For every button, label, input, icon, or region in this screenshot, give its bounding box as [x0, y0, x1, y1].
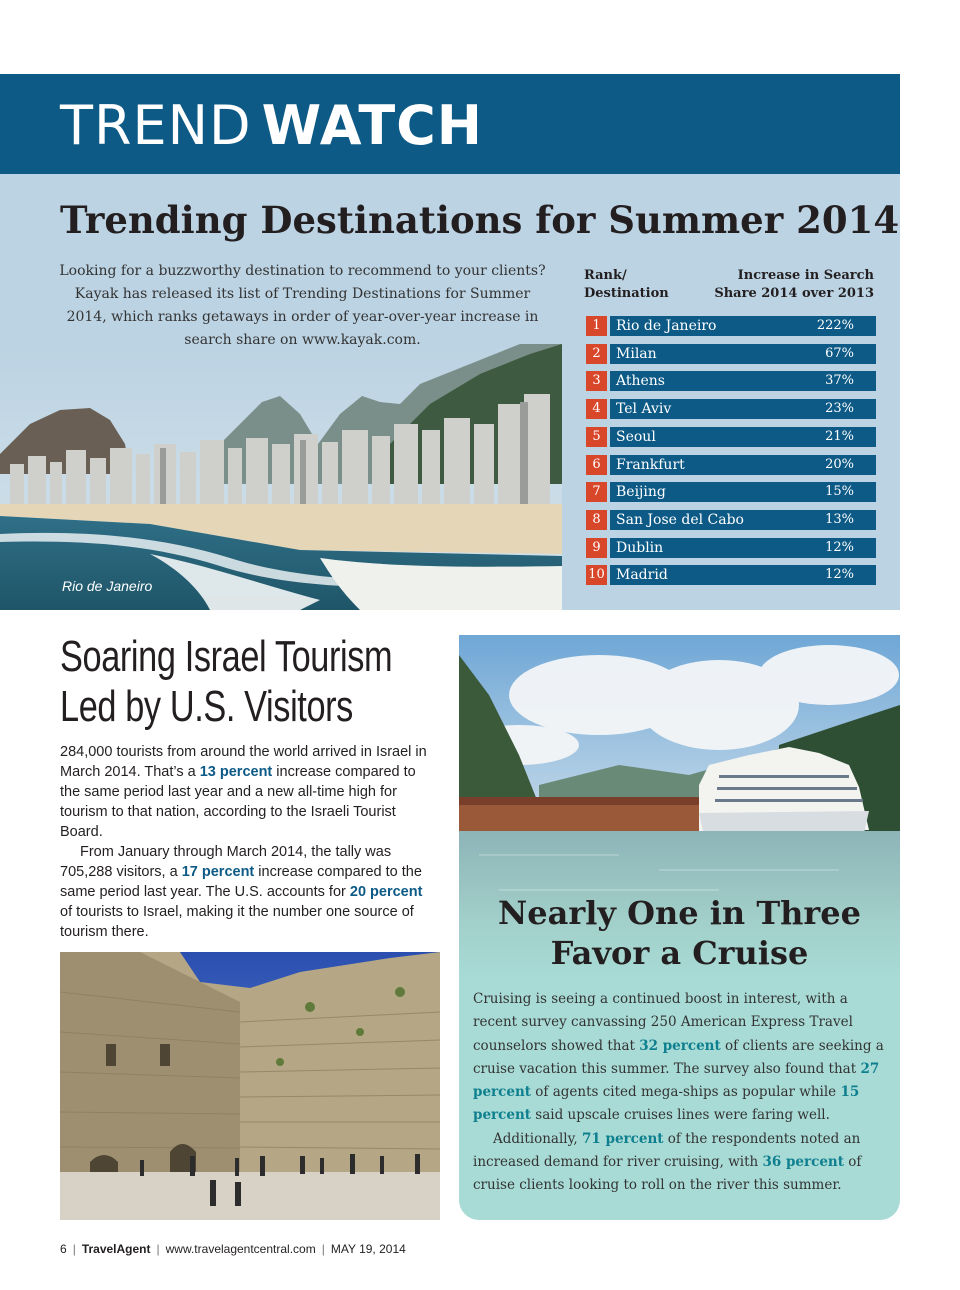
text-run: of cruise clients looking to roll on the river this summer.	[473, 1154, 862, 1194]
text-run: of clients are seeking a cruise vacation this summer. The survey also found that	[473, 1037, 884, 1077]
increase-percent: 222%	[816, 318, 854, 333]
cruise-title-line1: Nearly One in Three	[498, 894, 861, 932]
footer-brand: TravelAgent	[81, 1242, 151, 1256]
ranking-bar	[610, 427, 876, 447]
increase-percent: 67%	[825, 345, 854, 361]
text-run: said upscale cruises lines were faring well.	[531, 1107, 830, 1124]
footer-separator: |	[72, 1242, 76, 1256]
highlight-stat: 36 percent	[762, 1154, 844, 1171]
trending-section-title: Trending Destinations for Summer 2014	[60, 198, 900, 242]
page-number: 6	[60, 1242, 67, 1256]
ranking-bar	[610, 510, 876, 530]
destination-name: Rio de Janeiro	[616, 318, 717, 334]
ranking-row	[586, 371, 876, 391]
rank-destination-header	[584, 267, 704, 303]
text-run: of tourists to Israel, making it the number one source of tourism there.	[60, 904, 414, 940]
israel-title-line2: Led by U.S. Visitors	[60, 682, 353, 731]
text-run: increase compared to the same period last year and a new all-time high for tourism to that nation, according to the Israeli Tourist Board.	[60, 764, 416, 840]
rank-number-badge: 8	[586, 510, 607, 530]
ranking-row	[586, 427, 876, 447]
israel-paragraph-2	[60, 842, 436, 942]
increase-percent: 23%	[825, 401, 854, 417]
increase-percent: 20%	[825, 456, 854, 472]
rank-number-badge: 10	[586, 565, 607, 585]
increase-percent: 15%	[825, 484, 854, 500]
increase-header	[704, 267, 874, 303]
page-footer	[60, 1242, 406, 1256]
ranking-row	[586, 565, 876, 585]
text-run: of the respondents noted an increased demand for river cruising, with	[473, 1130, 861, 1171]
banner-title-light: TREND	[60, 94, 252, 157]
rank-number-badge: 2	[586, 344, 607, 364]
increase-percent: 12%	[825, 567, 854, 583]
rank-number-badge: 9	[586, 538, 607, 558]
footer-separator: |	[156, 1242, 160, 1256]
rank-number-badge: 6	[586, 455, 607, 475]
cruise-title-line2: Favor a Cruise	[550, 934, 809, 972]
destination-name: Madrid	[616, 567, 668, 584]
trending-destinations-section	[0, 174, 900, 610]
increase-header-line2: Share 2014 over 2013	[714, 286, 874, 301]
cruise-article-panel	[459, 635, 900, 1220]
text-run: From January through March 2014, the tally was 705,288 visitors, a	[60, 844, 392, 880]
cruise-paragraph-2	[473, 1128, 887, 1198]
text-run: increase compared to the same period last year. The U.S. accounts for	[60, 864, 422, 900]
ranking-bar	[610, 399, 876, 419]
highlight-stat: 17 percent	[181, 864, 255, 880]
trend-watch-banner	[0, 74, 900, 174]
rio-de-janeiro-photo	[0, 344, 562, 610]
banner-title-bold: WATCH	[261, 94, 484, 157]
rank-number-badge: 5	[586, 427, 607, 447]
destination-name: Seoul	[616, 428, 656, 445]
destination-name: San Jose del Cabo	[616, 511, 744, 528]
destination-name: Frankfurt	[616, 456, 685, 473]
footer-url[interactable]: www.travelagentcentral.com	[165, 1242, 316, 1256]
destination-name: Athens	[616, 373, 665, 390]
increase-percent: 21%	[825, 428, 854, 444]
ranking-bar	[610, 371, 876, 391]
ranking-bar	[610, 316, 876, 336]
increase-percent: 12%	[825, 539, 854, 555]
ranking-row	[586, 316, 876, 336]
rank-number-badge: 4	[586, 399, 607, 419]
text-run: Additionally,	[493, 1130, 583, 1147]
cruise-paragraph-1	[473, 988, 887, 1128]
rio-photo-caption: Rio de Janeiro	[62, 578, 153, 594]
israel-article-body	[60, 742, 436, 942]
rank-number-badge: 1	[586, 316, 607, 336]
ranking-bar	[610, 482, 876, 502]
rank-header-line1: Rank/	[584, 268, 627, 283]
destination-name: Dublin	[616, 539, 664, 556]
cruise-article-body	[473, 988, 887, 1198]
cruise-article-title	[459, 893, 900, 973]
destination-name: Milan	[616, 345, 657, 362]
ranking-row	[586, 344, 876, 364]
destination-name: Tel Aviv	[616, 401, 672, 418]
text-run: 284,000 tourists from around the world arrived in Israel in March 2014. That’s a	[60, 744, 427, 780]
ranking-bar	[610, 565, 876, 585]
highlight-stat: 71 percent	[582, 1130, 664, 1147]
highlight-stat: 27 percent	[473, 1060, 880, 1101]
rank-header-line2: Destination	[584, 286, 669, 301]
ranking-row	[586, 510, 876, 530]
ranking-bar	[610, 344, 876, 364]
ranking-bar	[610, 455, 876, 475]
highlight-stat: 32 percent	[639, 1037, 721, 1054]
trending-intro-text: Looking for a buzzworthy destination to recommend to your clients? Kayak has released its list of Trending Destinations for Summer 2014, which ranks getaways in order of year-over-year increase in search share on www.kayak.com.	[59, 263, 546, 348]
increase-percent: 13%	[825, 511, 854, 527]
destination-name: Beijing	[616, 484, 666, 501]
increase-percent: 37%	[825, 373, 854, 389]
banner-title	[60, 96, 483, 156]
highlight-stat: 15 percent	[473, 1084, 860, 1124]
footer-date: MAY 19, 2014	[330, 1242, 406, 1256]
ranking-bar	[610, 538, 876, 558]
ranking-row	[586, 455, 876, 475]
footer-separator: |	[321, 1242, 325, 1256]
highlight-stat: 20 percent	[349, 884, 423, 900]
ranking-row	[586, 399, 876, 419]
western-wall-photo	[60, 952, 440, 1220]
text-run: of agents cited mega-ships as popular while	[531, 1084, 841, 1101]
highlight-stat: 13 percent	[199, 764, 273, 780]
rank-number-badge: 7	[586, 482, 607, 502]
increase-header-line1: Increase in Search	[737, 268, 874, 283]
israel-title-line1: Soaring Israel Tourism	[60, 632, 393, 681]
ranking-row	[586, 538, 876, 558]
israel-paragraph-1	[60, 742, 436, 842]
israel-article-title	[60, 632, 392, 732]
text-run: Cruising is seeing a continued boost in interest, with a recent survey canvassing 250 American Express Travel counselors showed that	[473, 991, 853, 1054]
rank-number-badge: 3	[586, 371, 607, 391]
ranking-row	[586, 482, 876, 502]
